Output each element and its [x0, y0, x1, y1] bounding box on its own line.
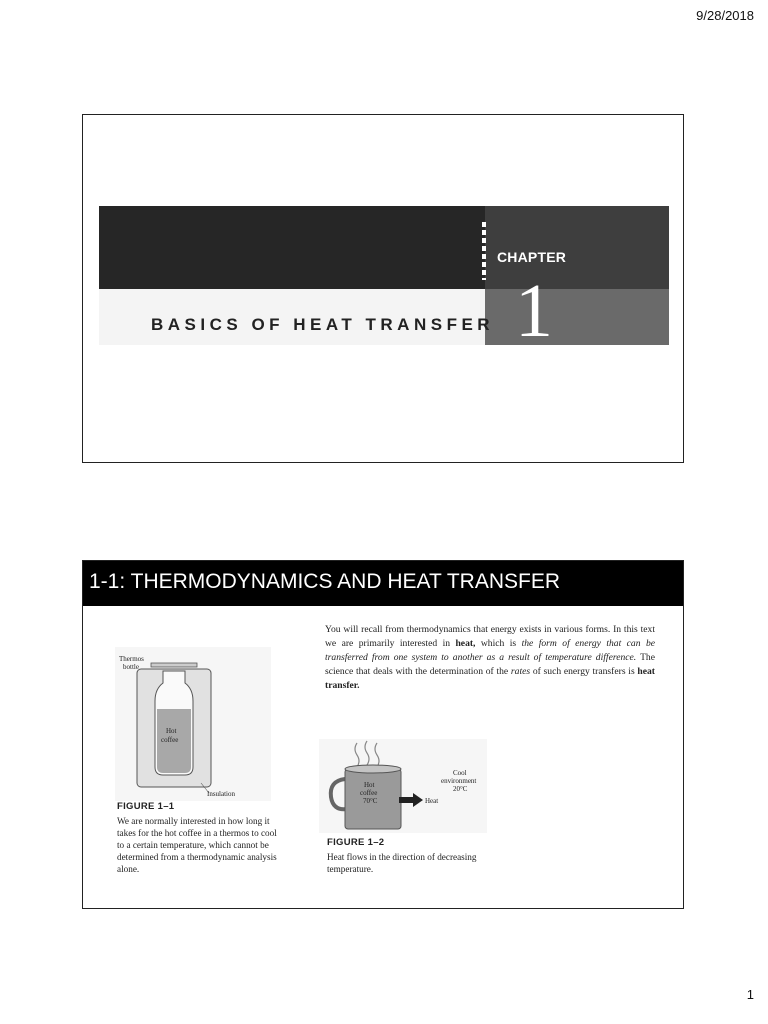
cup-label-temp: 70°C [363, 797, 378, 805]
thermos-figure [115, 647, 271, 801]
term-heat: heat, [455, 638, 476, 649]
chapter-title: BASICS OF HEAT TRANSFER [151, 315, 495, 334]
cup-label-coffee: coffee [360, 789, 378, 797]
figure2-text: Heat flows in the direction of decreasing temperature. [327, 852, 477, 874]
paragraph-text: which is [475, 638, 522, 649]
slide-thermodynamics [82, 560, 684, 909]
slide-title: 1-1: THERMODYNAMICS AND HEAT TRANSFER [89, 570, 561, 593]
label-thermos: Thermos [119, 655, 144, 663]
page-number: 1 [746, 987, 754, 1002]
heat-definition: the form of energy that can be transferred from one system to another as a result of temperature difference. [325, 638, 655, 663]
paragraph-text: You will recall from thermodynamics that energy exists in various forms. In this text we are primarily interested in [325, 624, 655, 649]
label-environment: environment [441, 777, 477, 785]
slide-header-bar [83, 561, 683, 606]
figure1-number: FIGURE 1–1 [117, 801, 175, 812]
chapter-block-top [485, 206, 669, 289]
coffee-cup-figure [319, 739, 487, 833]
chapter-block-bottom [485, 289, 669, 345]
coffee-cup-illustration [319, 739, 487, 833]
label-cool: Cool [453, 769, 467, 777]
intro-paragraph [325, 623, 655, 693]
paragraph-text: The science that deals with the determination of the [325, 652, 655, 677]
chapter-label: CHAPTER [497, 249, 567, 265]
term-rates: rates [510, 666, 531, 677]
paragraph-text: of such energy transfers is [530, 666, 638, 677]
header-date: 9/28/2018 [696, 8, 754, 23]
figure2-caption [327, 837, 477, 875]
label-bottle: bottle [123, 663, 139, 671]
figure1-caption [117, 801, 277, 875]
label-heat: Heat [425, 797, 439, 805]
label-coffee: coffee [161, 736, 179, 744]
slide-chapter-title [82, 114, 684, 463]
title-band-dark [99, 206, 485, 289]
thermos-illustration [115, 647, 271, 801]
figure2-number: FIGURE 1–2 [327, 837, 385, 848]
term-heat-transfer: heat transfer. [325, 666, 655, 691]
chapter-number: 1 [515, 269, 553, 353]
cup-label-hot: Hot [364, 781, 375, 789]
label-hot: Hot [166, 727, 177, 735]
dashed-divider [482, 222, 486, 280]
label-insulation: Insulation [207, 790, 235, 798]
heat-arrow-icon [399, 793, 423, 807]
figure1-text: We are normally interested in how long it takes for the hot coffee in a thermos to cool to a certain temperature, which cannot be determined from a thermodynamic analysis alone. [117, 816, 277, 874]
label-cool-temp: 20°C [453, 785, 468, 793]
